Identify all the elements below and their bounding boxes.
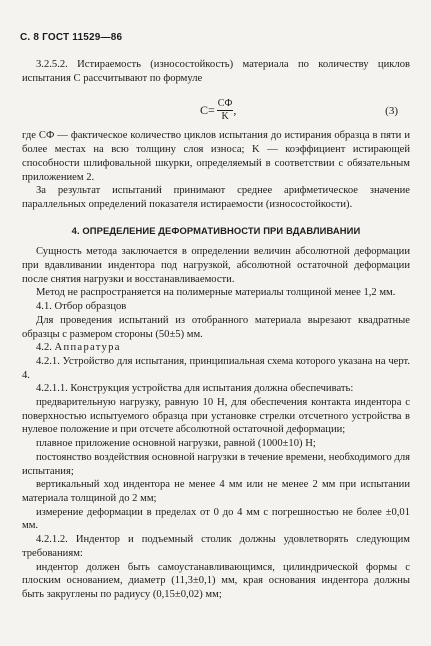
item-vertical-travel: вертикальный ход индентора не менее 4 мм или не менее 2 мм при испытании материала толщиной до 2 мм;: [22, 479, 410, 504]
formula-number: (3): [385, 105, 398, 118]
formula-tail: ,: [233, 103, 237, 118]
item-constant-load: постоянство воздействия основной нагрузки в течение времени, необходимого для испытания;: [22, 451, 410, 477]
paragraph-where: где CФ — фактическое количество циклов испытания до истирания образца в пяти и более местах на всю толщину слоя износа; K — коэффициент истирающей способности шлифовальной шкурки, определяемый в соответствии с обязательным приложением 2.: [22, 130, 410, 183]
paragraph-result: За результат испытаний принимают среднее арифметическое значение параллельных определений показателя истираемости (износостойкости).: [22, 185, 410, 210]
paragraph-4-1-text: Для проведения испытаний из отобранного материала вырезают квадратные образцы с размером стороны (50±5) мм.: [22, 314, 410, 340]
page-header: С. 8 ГОСТ 11529—86: [20, 32, 123, 43]
formula-lhs: C=: [200, 103, 215, 118]
item-preload: предварительную нагрузку, равную 10 Н, для обеспечения контакта индентора с поверхностью испытуемого образца при установке стрелки отсчетного устройства в нулевое положение и при отсчете абсолютной остаточной деформации;: [22, 397, 410, 436]
section-title: 4. ОПРЕДЕЛЕНИЕ ДЕФОРМАТИВНОСТИ ПРИ ВДАВЛИВАНИИ: [71, 224, 361, 236]
formula-3: [22, 85, 410, 129]
paragraph-scope: Метод не распространяется на полимерные материалы толщиной менее 1,2 мм.: [36, 287, 396, 299]
item-indenter: индентор должен быть самоустанавливающимся, цилиндрической формы с плоским основанием, диаметр (11,3±0,1) мм, края основания индентора должны быть закруглены по радиусу (0,15±0,02) мм;: [22, 561, 410, 600]
item-measurement: измерение деформации в пределах от 0 до 4 мм с погрешностью не более ±0,01 мм.: [22, 506, 410, 532]
formula-numerator: CФ: [217, 98, 233, 110]
paragraph-4-2-number: 4.2.: [36, 342, 52, 354]
page-body: [22, 58, 410, 602]
formula-denominator: K: [221, 111, 229, 123]
paragraph-4-2: [22, 341, 410, 355]
paragraph-4-1: 4.1. Отбор образцов: [36, 301, 127, 313]
paragraph-3-2-5-2: 3.2.5.2. Истираемость (износостойкость) материала по количеству циклов испытания C рассчитывают по формуле: [22, 59, 410, 84]
paragraph-4-2-1-1: 4.2.1.1. Конструкция устройства для испытания должна обеспечивать:: [36, 383, 354, 395]
formula-expression: [200, 98, 236, 123]
paragraph-essence: Сущность метода заключается в определении величин абсолютной деформации при вдавливании индентора под нагрузкой, абсолютной остаточной деформации после снятия нагрузки и восстанавливаемости.: [22, 246, 410, 285]
paragraph-4-2-1: 4.2.1. Устройство для испытания, принципиальная схема которого указана на черт. 4.: [22, 355, 410, 381]
formula-fraction: [217, 98, 237, 123]
paragraph-4-2-title: Аппаратура: [54, 342, 121, 354]
item-smooth-load: плавное приложение основной нагрузки, равной (1000±10) Н;: [36, 438, 316, 450]
paragraph-4-2-1-2: 4.2.1.2. Индентор и подъемный столик должны удовлетворять следующим требованиям:: [22, 534, 410, 559]
